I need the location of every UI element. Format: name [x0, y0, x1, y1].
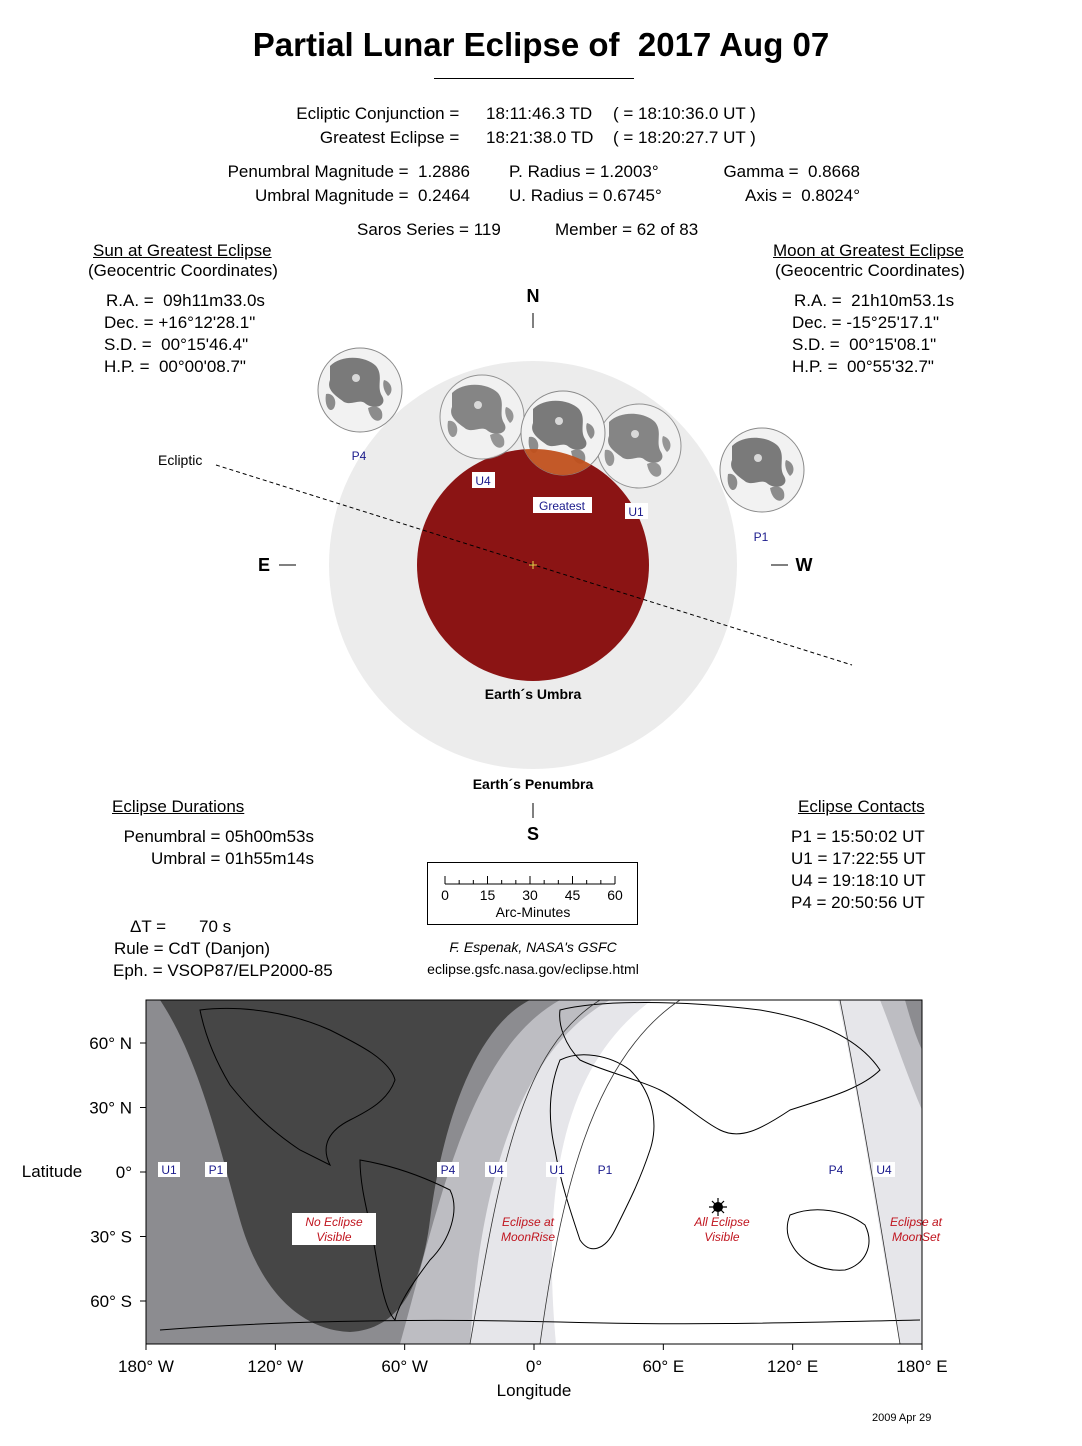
sun-hp: H.P. = 00°00'08.7" — [104, 357, 246, 376]
p4-label: P4 — [351, 449, 367, 463]
credit-author: F. Espenak, NASA's GSFC — [449, 939, 617, 955]
greatest-ut: ( = 18:20:27.7 UT ) — [613, 128, 756, 147]
contact-p1: P1 = 15:50:02 UT — [791, 827, 925, 846]
sun-dec: Dec. = +16°12'28.1" — [104, 313, 256, 332]
sun-heading: Sun at Greatest Eclipse — [93, 241, 272, 260]
sun-subheading: (Geocentric Coordinates) — [88, 261, 278, 280]
penumbra-label: Earth´s Penumbra — [472, 776, 594, 792]
greatest-td: 18:21:38.0 TD — [486, 128, 594, 147]
scale-label: Arc-Minutes — [495, 904, 571, 920]
moon-hp: H.P. = 00°55'32.7" — [792, 357, 934, 376]
sun-ra: R.A. = 09h11m33.0s — [106, 291, 265, 310]
map-contact-label: P4 — [440, 1163, 456, 1177]
umbral-radius: U. Radius = 0.6745° — [509, 186, 662, 205]
conjunction-td: 18:11:46.3 TD — [486, 104, 593, 123]
map-y-label: Latitude — [21, 1162, 83, 1181]
lon-tick-label: 120° E — [767, 1357, 819, 1376]
ephemeris-value: Eph. = VSOP87/ELP2000-85 — [113, 961, 333, 980]
moon-p1 — [720, 428, 804, 512]
zone-moonset-line2: MoonSet — [891, 1230, 941, 1244]
map-contact-label: P1 — [597, 1163, 613, 1177]
penumbral-magnitude: Penumbral Magnitude = 1.2886 — [227, 162, 470, 181]
moon-p4 — [318, 348, 402, 432]
moon-subheading: (Geocentric Coordinates) — [775, 261, 965, 280]
arc-minute-scale — [427, 862, 639, 927]
delta-t-value: 70 s — [199, 917, 232, 936]
moon-heading: Moon at Greatest Eclipse — [773, 241, 964, 260]
zone-all-visible-line1: All Eclipse — [694, 1215, 750, 1229]
south-label: S — [526, 824, 540, 844]
lat-tick-label: 30° S — [90, 1227, 132, 1247]
lat-tick-label: 60° N — [89, 1034, 132, 1053]
lat-tick-label: 60° S — [90, 1292, 132, 1311]
zone-no-eclipse-line1: No Eclipse — [305, 1215, 363, 1229]
title-rule — [434, 78, 634, 79]
page-title: Partial Lunar Eclipse of 2017 Aug 07 — [252, 26, 830, 63]
lat-tick-label: 30° N — [89, 1098, 132, 1118]
west-label: W — [795, 555, 813, 575]
scale-tick-label: 15 — [479, 887, 496, 903]
scale-tick-label: 0 — [441, 887, 449, 903]
greatest-label: Greatest — [538, 499, 586, 513]
scale-tick-label: 60 — [607, 887, 623, 903]
moon-dec: Dec. = -15°25'17.1" — [792, 313, 939, 332]
zone-moonset-line1: Eclipse at — [889, 1215, 943, 1229]
penumbral-radius: P. Radius = 1.2003° — [509, 162, 659, 181]
lon-tick-label: 60° E — [642, 1357, 685, 1376]
moon-u4 — [440, 375, 524, 459]
umbral-magnitude: Umbral Magnitude = 0.2464 — [255, 186, 470, 205]
moon-sd: S.D. = 00°15'08.1" — [792, 335, 937, 354]
contact-u4: U4 = 19:18:10 UT — [791, 871, 926, 890]
contacts-heading: Eclipse Contacts — [798, 797, 925, 816]
sun-sd: S.D. = 00°15'46.4" — [104, 335, 249, 354]
date-stamp: 2009 Apr 29 — [872, 1412, 932, 1424]
map-contact-label: U1 — [161, 1163, 177, 1177]
u4-label: U4 — [475, 474, 491, 488]
durations-heading: Eclipse Durations — [112, 797, 245, 816]
conjunction-ut: ( = 18:10:36.0 UT ) — [613, 104, 756, 123]
moon-u1 — [597, 404, 681, 488]
map-contact-label: U4 — [876, 1163, 892, 1177]
lon-tick-label: 180° W — [118, 1357, 174, 1376]
saros-member: Member = 62 of 83 — [555, 220, 699, 239]
east-label: E — [257, 555, 271, 575]
axis-value: Axis = 0.8024° — [744, 186, 860, 205]
map-contact-label: P4 — [828, 1163, 844, 1177]
saros-series: Saros Series = 119 — [357, 220, 501, 239]
contact-u1: U1 = 17:22:55 UT — [791, 849, 926, 868]
greatest-label: Greatest Eclipse = — [319, 128, 464, 147]
map-x-label: Longitude — [496, 1381, 572, 1400]
eclipse-geometry-diagram — [0, 280, 1082, 850]
scale-tick-label: 30 — [522, 887, 538, 903]
moon-ra: R.A. = 21h10m53.1s — [794, 291, 955, 310]
rule-value: Rule = CdT (Danjon) — [114, 939, 271, 958]
map-contact-label: U4 — [488, 1163, 504, 1177]
umbral-duration: Umbral = 01h55m14s — [150, 849, 314, 868]
penumbral-duration: Penumbral = 05h00m53s — [123, 827, 314, 846]
conjunction-label: Ecliptic Conjunction = — [296, 104, 464, 123]
credit-url[interactable]: eclipse.gsfc.nasa.gov/eclipse.html — [427, 961, 639, 977]
p1-label: P1 — [753, 530, 769, 544]
north-label: N — [526, 286, 540, 306]
umbra-label: Earth´s Umbra — [484, 686, 582, 702]
lon-tick-label: 0° — [525, 1357, 543, 1376]
u1-label: U1 — [628, 505, 644, 519]
contact-p4: P4 = 20:50:56 UT — [791, 893, 925, 912]
lat-tick-label: 0° — [115, 1163, 132, 1182]
gamma-value: Gamma = 0.8668 — [723, 162, 860, 181]
lon-tick-label: 180° E — [896, 1357, 948, 1376]
zone-moonrise-line2: MoonRise — [500, 1230, 556, 1244]
scale-tick-label: 45 — [564, 887, 581, 903]
lon-tick-label: 120° W — [247, 1357, 304, 1376]
map-contact-label: U1 — [549, 1163, 565, 1177]
zone-all-visible-line2: Visible — [704, 1230, 740, 1244]
zone-moonrise-line1: Eclipse at — [501, 1215, 555, 1229]
delta-t-label: ΔT = — [130, 917, 167, 936]
ecliptic-label: Ecliptic — [158, 452, 203, 468]
zone-no-eclipse-line2: Visible — [316, 1230, 352, 1244]
lon-tick-label: 60° W — [381, 1357, 428, 1376]
visibility-map — [0, 990, 1082, 1410]
map-contact-label: P1 — [208, 1163, 224, 1177]
